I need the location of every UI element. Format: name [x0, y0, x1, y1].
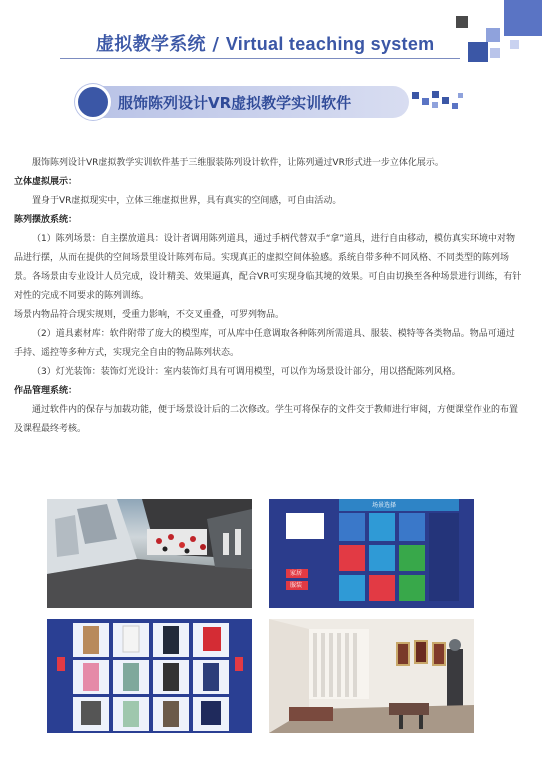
page-header-title	[96, 30, 434, 56]
heading-3d-display: 立体虚拟展示：	[14, 177, 78, 187]
header-title-separator: /	[205, 34, 226, 55]
heading-display-system: 陈列摆放系统：	[14, 215, 78, 225]
paragraph-3d-display: 置身于VR虚拟现实中，立体三维虚拟世界，具有真实的空间感，可自由活动。	[32, 196, 342, 206]
vr-menu-header-label: 场景选择	[372, 502, 397, 509]
header-title-cn: 虚拟教学系统	[96, 34, 206, 55]
body-text	[14, 154, 522, 439]
clothing-catalog-image	[47, 619, 252, 733]
paragraph-work-management: 通过软件内的保存与加载功能，便于场景设计后的二次修改。学生可将保存的文件交于教师进行审阅，方便课堂作业的布置及课程最终考核。	[14, 405, 519, 434]
intro-paragraph: 服饰陈列设计VR虚拟教学实训软件基于三维服装陈列设计软件，让陈列通过VR形式进一步立体化展示。	[32, 158, 444, 168]
vr-store-scene-image	[47, 499, 252, 608]
banner-pixel-decoration	[410, 88, 466, 116]
paragraph-props-library: （2）道具素材库：软件附带了庞大的模型库，可从库中任意调取各种陈列所需道具、服装、模特等各类物品。物品可通过手持、遥控等多种方式，实现完全自由的物品陈列状态。	[14, 329, 515, 358]
header-divider	[60, 58, 460, 59]
paragraph-display-scene: （1）陈列场景：自主摆放道具：设计者调用陈列道具，通过手柄代替双手“拿”道具，进行自由移动，模仿真实环境中对物品进行摆，从而在提供的空间场景里设计陈列布局。实现真正的虚拟空间体验感。系统自带多种不同风格、不同类型的陈列场景。各场景由专业设计人员完成，设计精美、效果逼真，配合VR可实现身临其境的效果。可自由切换至各种场景进行训练，有针对性的完成不同要求的陈列训练。	[14, 234, 522, 301]
heading-work-management: 作品管理系统：	[14, 386, 78, 396]
vr-menu-btn1-label: 家居	[290, 570, 303, 577]
banner-circle-icon	[75, 84, 111, 120]
paragraph-lighting: （3）灯光装饰：装饰灯光设计：室内装饰灯具有可调用模型，可以作为场景设计部分，用以搭配陈列风格。	[32, 367, 461, 377]
paragraph-scene-rules: 场景内物品符合现实规则，受重力影响，不交叉重叠，可罗列物品。	[14, 310, 285, 320]
section-banner-title: 服饰陈列设计VR虚拟教学实训软件	[118, 94, 352, 112]
vr-menu-btn2-label: 服装	[290, 582, 303, 589]
corner-squares-decoration	[450, 0, 552, 70]
boutique-room-image	[269, 619, 474, 733]
vr-menu-ui-image	[269, 499, 474, 608]
header-title-en: Virtual teaching system	[225, 34, 435, 54]
